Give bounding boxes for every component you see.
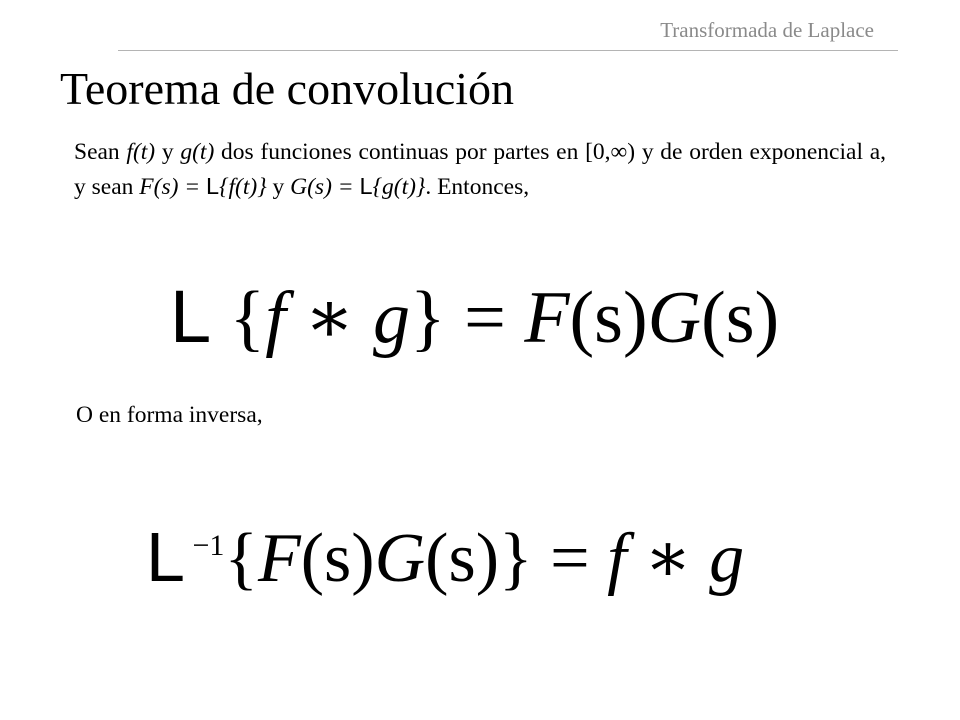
convolution-equation xyxy=(170,275,780,359)
intro-text: dos funciones continuas por partes en [0,∞) y de orden exponencial a, y sean xyxy=(74,139,887,200)
f-of-t: f(t) xyxy=(126,139,156,165)
arg-s: (s) xyxy=(569,277,648,359)
laplace-symbol: L xyxy=(146,518,185,596)
laplace-f: {f(t)} xyxy=(219,173,267,200)
header-divider xyxy=(118,50,898,51)
arg-s: (s) xyxy=(425,520,500,597)
equals-sign: = xyxy=(532,520,608,597)
slide-title: Teorema de convolución xyxy=(60,63,515,114)
var-f: f xyxy=(265,277,286,359)
var-G: G xyxy=(647,277,702,359)
inverse-exponent: −1 xyxy=(184,529,225,562)
G-of-s-def: G(s) = xyxy=(290,173,360,200)
convolution-operator: ∗ xyxy=(285,277,374,359)
laplace-symbol: L xyxy=(206,172,220,199)
convolution-operator: ∗ xyxy=(626,520,710,597)
brace-close: } xyxy=(410,277,446,359)
intro-text: y xyxy=(155,139,181,165)
laplace-symbol: L xyxy=(359,172,373,199)
brace-close: } xyxy=(499,520,533,597)
inverse-label: O en forma inversa, xyxy=(76,402,263,428)
intro-text: y xyxy=(266,173,291,200)
theorem-statement xyxy=(74,136,886,204)
brace-open: { xyxy=(211,277,266,359)
slide-header: Transformada de Laplace xyxy=(660,18,874,42)
inverse-convolution-equation xyxy=(146,518,745,597)
var-g: g xyxy=(373,277,411,359)
brace-open: { xyxy=(224,520,258,597)
var-f: f xyxy=(607,520,627,597)
intro-text: . Entonces, xyxy=(425,173,530,200)
var-G: G xyxy=(374,520,426,597)
g-of-t: g(t) xyxy=(180,139,215,165)
equals-sign: = xyxy=(445,277,525,359)
var-F: F xyxy=(524,277,570,359)
intro-text: Sean xyxy=(74,139,127,165)
arg-s: (s) xyxy=(701,277,780,359)
var-F: F xyxy=(257,520,301,597)
var-g: g xyxy=(709,520,745,597)
arg-s: (s) xyxy=(300,520,375,597)
F-of-s-def: F(s) = xyxy=(139,173,207,200)
laplace-symbol: L xyxy=(170,275,212,358)
laplace-g: {g(t)} xyxy=(372,173,426,200)
